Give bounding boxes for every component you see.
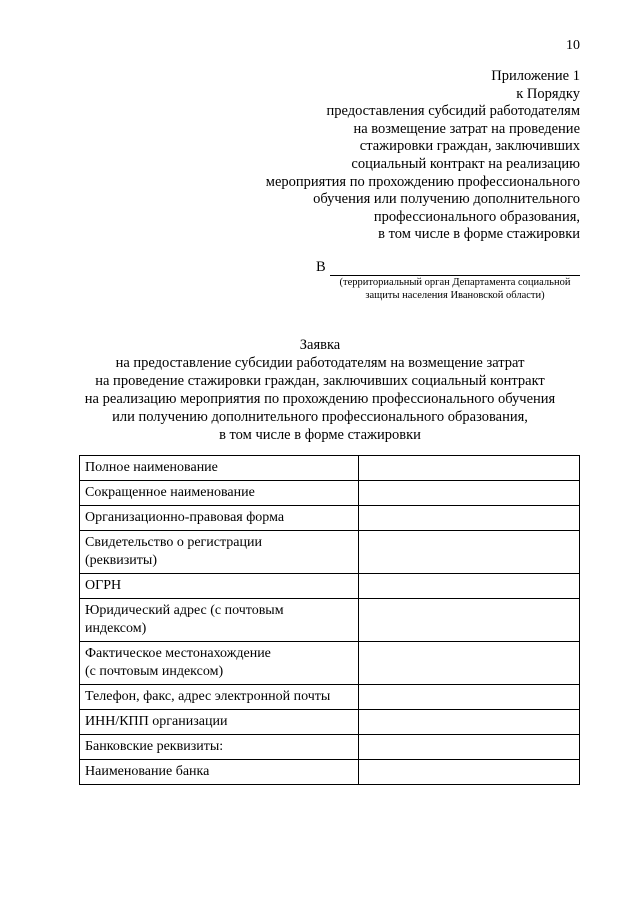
field-value-ogrn[interactable] <box>358 574 579 599</box>
appendix-line: Приложение 1 <box>491 68 580 84</box>
table-row <box>80 481 580 506</box>
field-label-short-name: Сокращенное наименование <box>80 481 359 506</box>
field-label-bank-name: Наименование банка <box>80 760 359 785</box>
appendix-line: профессионального образования, <box>373 208 580 225</box>
request-title-line: в том числе в форме стажировки <box>219 427 421 443</box>
request-title-line: на предоставление субсидии работодателям на возмещение затрат <box>115 355 525 371</box>
table-row <box>80 760 580 785</box>
appendix-line: в том числе в форме стажировки <box>378 226 580 243</box>
appendix-line: обучения или получению дополнительного <box>313 191 580 208</box>
appendix-line: к Порядку <box>516 85 580 102</box>
appendix-line: социальный контракт на реализацию <box>351 155 580 172</box>
field-value-registration-certificate[interactable] <box>358 531 579 574</box>
field-value-bank-name[interactable] <box>358 760 579 785</box>
table-row <box>80 456 580 481</box>
appendix-line: на возмещение затрат на проведение <box>353 120 580 137</box>
field-label-registration-certificate: Свидетельство о регистрации (реквизиты) <box>80 531 359 574</box>
table-row <box>80 710 580 735</box>
recipient-caption-line: (территориальный орган Департамента социальной <box>339 277 571 288</box>
organization-info-table <box>79 455 580 785</box>
table-row <box>80 685 580 710</box>
appendix-line: стажировки граждан, заключивших <box>359 138 580 155</box>
request-title-line: или получению дополнительного профессионального образования, <box>112 409 528 425</box>
request-title-line: Заявка <box>299 337 341 353</box>
appendix-line: предоставления субсидий работодателям <box>326 103 580 120</box>
field-value-inn-kpp[interactable] <box>358 710 579 735</box>
field-value-bank-details[interactable] <box>358 735 579 760</box>
table-row <box>80 531 580 574</box>
field-label-bank-details: Банковские реквизиты: <box>80 735 359 760</box>
field-value-short-name[interactable] <box>358 481 579 506</box>
recipient-prefix: В <box>316 259 326 275</box>
field-label-ogrn: ОГРН <box>80 574 359 599</box>
field-label-inn-kpp: ИНН/КПП организации <box>80 710 359 735</box>
field-label-actual-address: Фактическое местонахождение (с почтовым индексом) <box>80 642 359 685</box>
field-value-contacts[interactable] <box>358 685 579 710</box>
field-label-full-name: Полное наименование <box>80 456 359 481</box>
request-title-line: на реализацию мероприятия по прохождению профессионального обучения <box>84 391 556 407</box>
request-title <box>60 336 580 444</box>
table-row <box>80 574 580 599</box>
recipient-caption-line: защиты населения Ивановской области) <box>365 289 545 301</box>
field-label-contacts: Телефон, факс, адрес электронной почты <box>80 685 359 710</box>
field-value-legal-form[interactable] <box>358 506 579 531</box>
field-label-legal-address: Юридический адрес (с почтовым индексом) <box>80 599 359 642</box>
recipient-block <box>316 258 580 302</box>
table-row <box>80 506 580 531</box>
table-row <box>80 735 580 760</box>
field-value-actual-address[interactable] <box>358 642 579 685</box>
appendix-header <box>160 68 580 244</box>
request-title-line: на проведение стажировки граждан, заключивших социальный контракт <box>95 373 545 389</box>
table-row <box>80 642 580 685</box>
page-number: 10 <box>566 38 580 53</box>
field-label-legal-form: Организационно-правовая форма <box>80 506 359 531</box>
appendix-line: мероприятия по прохождению профессионального <box>265 173 580 190</box>
recipient-caption <box>316 277 580 302</box>
field-value-legal-address[interactable] <box>358 599 579 642</box>
field-value-full-name[interactable] <box>358 456 579 481</box>
table-row <box>80 599 580 642</box>
recipient-fill-line[interactable] <box>330 261 580 276</box>
